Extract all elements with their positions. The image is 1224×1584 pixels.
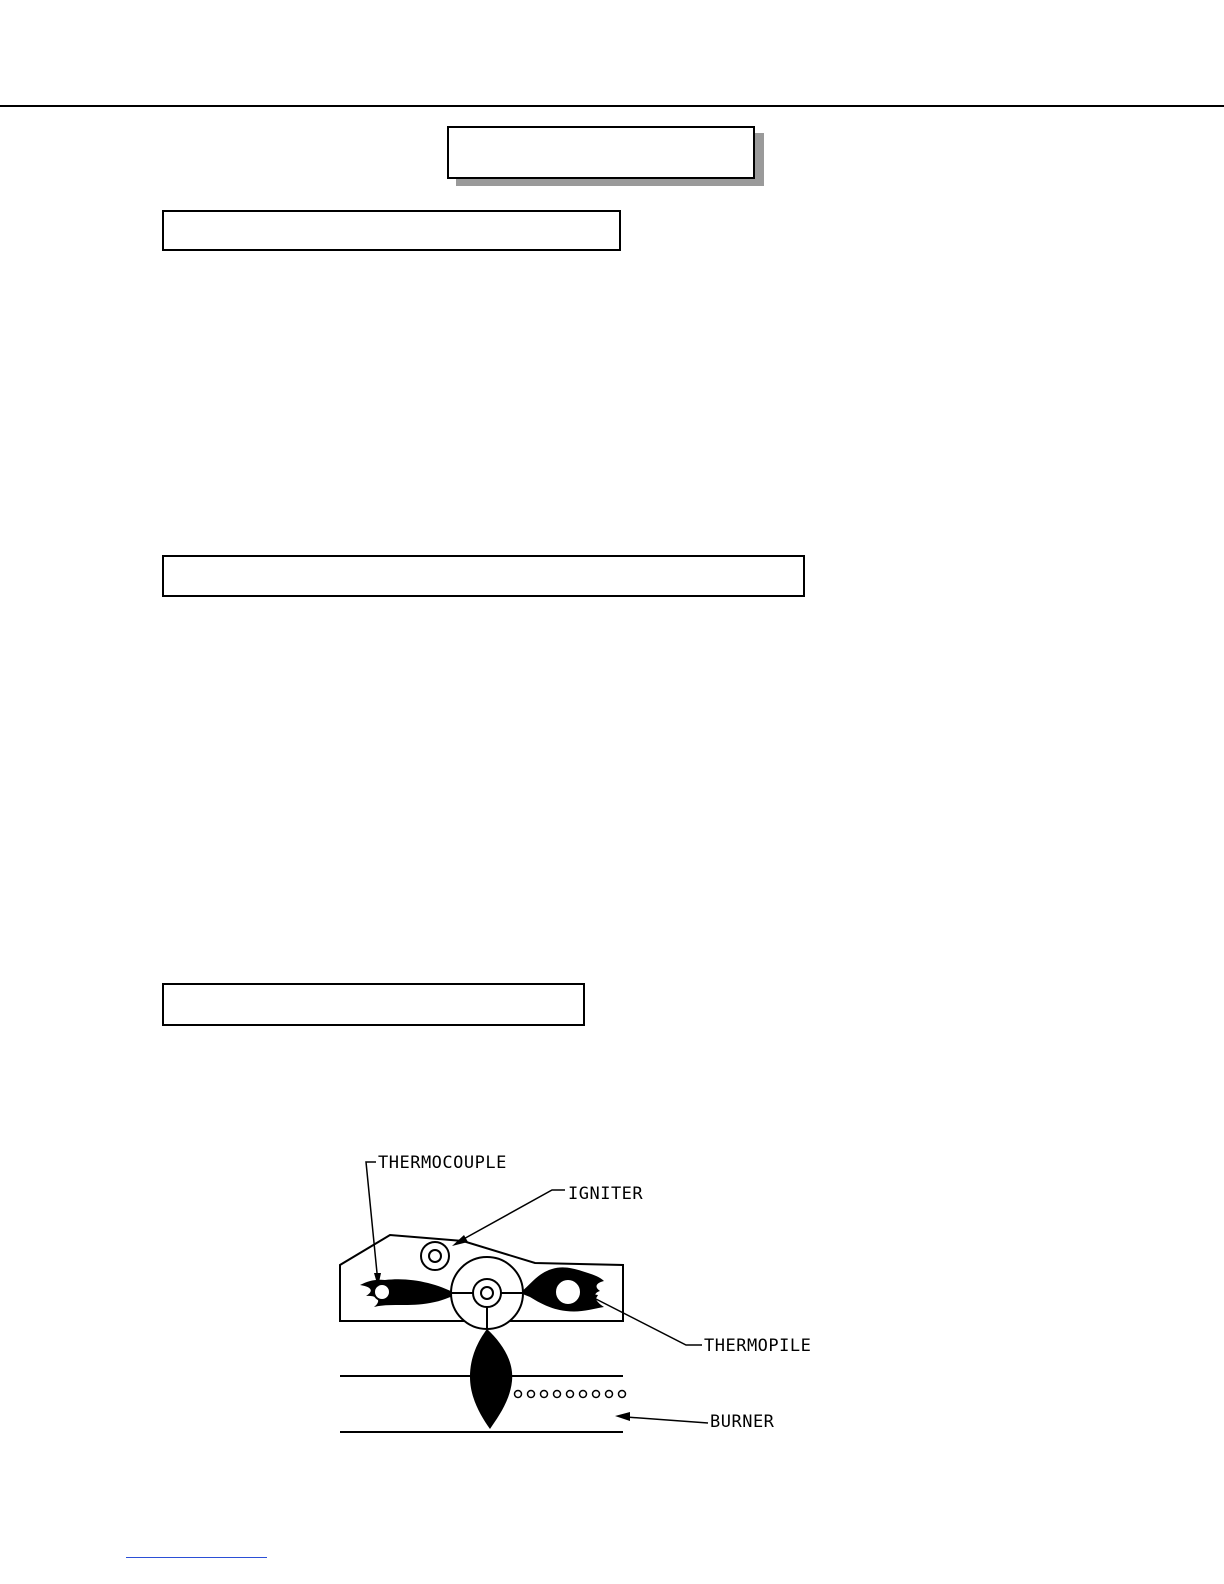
igniter-inner-circle xyxy=(429,1250,441,1262)
title-box xyxy=(447,126,755,179)
igniter-outer-circle xyxy=(421,1242,449,1270)
burner-arrowhead xyxy=(615,1412,630,1421)
thermopile-label: THERMOPILE xyxy=(704,1336,812,1356)
thermocouple-tip xyxy=(374,1284,390,1300)
burner-port xyxy=(528,1391,535,1398)
pilot-assembly-diagram xyxy=(330,1145,830,1445)
thermopile-element xyxy=(555,1279,581,1305)
burner-port xyxy=(619,1391,626,1398)
burner-port xyxy=(606,1391,613,1398)
burner-port xyxy=(580,1391,587,1398)
burner-port xyxy=(554,1391,561,1398)
igniter-leader xyxy=(460,1190,565,1241)
section-heading-box-2 xyxy=(162,555,805,597)
igniter-label: IGNITER xyxy=(568,1184,644,1204)
burner-port xyxy=(567,1391,574,1398)
flame-down xyxy=(470,1329,512,1429)
footer-link-underline[interactable] xyxy=(126,1557,267,1558)
burner-ports xyxy=(515,1391,626,1398)
header-rule xyxy=(0,105,1224,107)
pilot-orifice xyxy=(481,1287,493,1299)
thermocouple-leader xyxy=(366,1162,378,1283)
burner-port xyxy=(515,1391,522,1398)
burner-leader xyxy=(626,1417,708,1423)
burner-port xyxy=(541,1391,548,1398)
burner-label: BURNER xyxy=(710,1412,775,1432)
thermocouple-label: THERMOCOUPLE xyxy=(378,1153,507,1173)
section-heading-box-1 xyxy=(162,210,621,251)
section-heading-box-3 xyxy=(162,983,585,1026)
burner-port xyxy=(593,1391,600,1398)
